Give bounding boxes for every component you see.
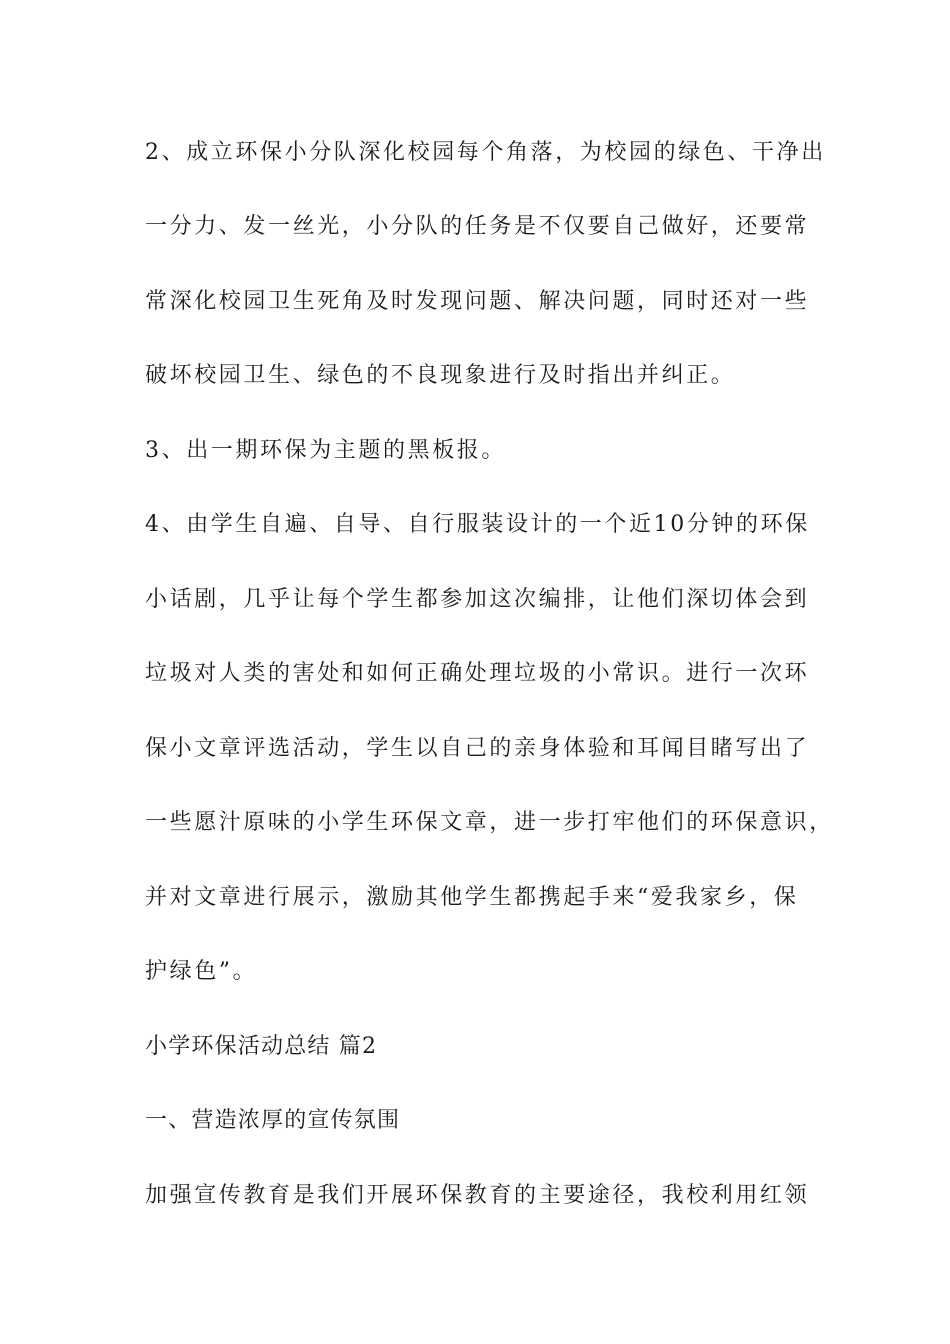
- paragraph-line: 破坏校园卫生、绿色的不良现象进行及时指出并纠正。: [145, 363, 736, 388]
- subsection-heading: 一、营造浓厚的宣传氛围: [145, 1108, 401, 1133]
- paragraph-line: 2、成立环保小分队深化校园每个角落，为校园的绿色、干净出: [145, 140, 826, 165]
- paragraph-line: 3、出一期环保为主题的黑板报。: [145, 438, 506, 463]
- paragraph-line: 并对文章进行展示，激励其他学生都携起手来“爱我家乡，保: [145, 885, 799, 910]
- paragraph-line: 保小文章评选活动，学生以自己的亲身体验和耳闻目睹写出了: [145, 736, 810, 761]
- paragraph-line: 一分力、发一丝光，小分队的任务是不仅要自己做好，还要常: [145, 214, 810, 239]
- paragraph-line: 常深化校园卫生死角及时发现问题、解决问题，同时还对一些: [145, 289, 810, 314]
- paragraph-line: 一些愿汁原味的小学生环保文章，进一步打牢他们的环保意识，: [145, 810, 834, 835]
- section-heading: 小学环保活动总结 篇2: [145, 1034, 378, 1059]
- paragraph-line: 小话剧，几乎让每个学生都参加这次编排，让他们深切体会到: [145, 587, 810, 612]
- paragraph-line: 加强宣传教育是我们开展环保教育的主要途径，我校利用红领: [145, 1183, 810, 1208]
- paragraph-line: 护绿色”。: [145, 959, 258, 984]
- paragraph-line: 4、由学生自遍、自导、自行服装设计的一个近10分钟的环保: [145, 512, 810, 537]
- paragraph-line: 垃圾对人类的害处和如何正确处理垃圾的小常识。进行一次环: [145, 661, 810, 686]
